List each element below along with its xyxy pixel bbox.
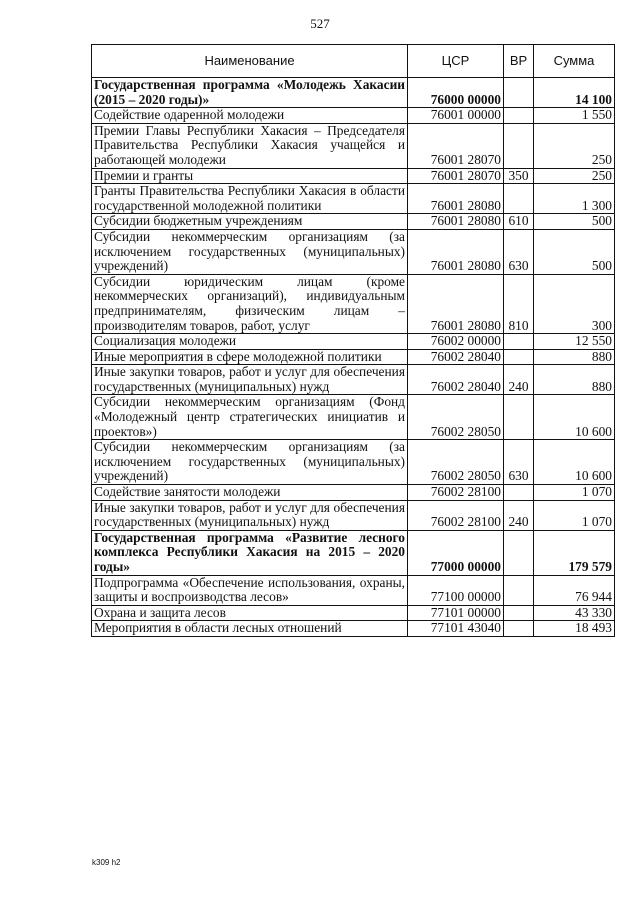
table-row: [92, 78, 615, 108]
cell-vr: [504, 184, 534, 214]
cell-name: Государственная программа «Молодежь Хакасии (2015 – 2020 годы)»: [92, 78, 408, 108]
cell-name: Государственная программа «Развитие лесного комплекса Республики Хакасия на 2015 – 2020 годы»: [92, 530, 408, 575]
cell-name: Премии Главы Республики Хакасия – Председателя Правительства Республики Хакасия учащейся и работающей молодежи: [92, 123, 408, 168]
cell-csr: 76001 28080: [408, 184, 504, 214]
cell-sum: 500: [534, 229, 615, 274]
cell-sum: 10 600: [534, 440, 615, 485]
cell-vr: 810: [504, 274, 534, 333]
cell-csr: 76002 28100: [408, 485, 504, 501]
cell-csr: 76002 28040: [408, 349, 504, 365]
cell-sum: 1 550: [534, 108, 615, 124]
cell-name: Субсидии некоммерческим организациям (за исключением государственных (муниципальных) учреждений): [92, 440, 408, 485]
cell-sum: 14 100: [534, 78, 615, 108]
cell-csr: 76002 28100: [408, 500, 504, 530]
cell-csr: 76000 00000: [408, 78, 504, 108]
cell-csr: 76001 28080: [408, 229, 504, 274]
cell-name: Мероприятия в области лесных отношений: [92, 621, 408, 637]
table-row: [92, 123, 615, 168]
cell-csr: 76001 28070: [408, 168, 504, 184]
table-row: [92, 621, 615, 637]
cell-sum: 250: [534, 123, 615, 168]
cell-vr: [504, 530, 534, 575]
table-row: [92, 349, 615, 365]
cell-vr: [504, 334, 534, 350]
cell-sum: 179 579: [534, 530, 615, 575]
cell-csr: 77000 00000: [408, 530, 504, 575]
cell-name: Иные закупки товаров, работ и услуг для обеспечения государственных (муниципальных) нужд: [92, 365, 408, 395]
header-name: Наименование: [92, 45, 408, 78]
cell-name: Подпрограмма «Обеспечение использования, охраны, защиты и воспроизводства лесов»: [92, 575, 408, 605]
cell-vr: 240: [504, 365, 534, 395]
cell-sum: 880: [534, 349, 615, 365]
cell-name: Охрана и защита лесов: [92, 605, 408, 621]
cell-vr: 630: [504, 440, 534, 485]
table-row: [92, 395, 615, 440]
cell-csr: 76002 28050: [408, 440, 504, 485]
table-body: [92, 78, 615, 637]
header-sum: Сумма: [534, 45, 615, 78]
cell-vr: [504, 108, 534, 124]
cell-csr: 77101 00000: [408, 605, 504, 621]
cell-name: Премии и гранты: [92, 168, 408, 184]
cell-vr: [504, 78, 534, 108]
cell-sum: 1 070: [534, 485, 615, 501]
cell-vr: [504, 621, 534, 637]
cell-csr: 76002 28050: [408, 395, 504, 440]
cell-csr: 77100 00000: [408, 575, 504, 605]
header-csr: ЦСР: [408, 45, 504, 78]
table-row: [92, 274, 615, 333]
cell-vr: [504, 605, 534, 621]
cell-csr: 76002 00000: [408, 334, 504, 350]
cell-name: Субсидии некоммерческим организациям (за исключением государственных (муниципальных) учреждений): [92, 229, 408, 274]
cell-sum: 880: [534, 365, 615, 395]
cell-name: Субсидии некоммерческим организациям (Фонд «Молодежный центр стратегических инициатив и проектов»): [92, 395, 408, 440]
table-row: [92, 334, 615, 350]
footer-code: k309 h2: [92, 858, 121, 867]
table-row: [92, 108, 615, 124]
table-row: [92, 365, 615, 395]
cell-sum: 18 493: [534, 621, 615, 637]
cell-csr: 76001 00000: [408, 108, 504, 124]
cell-csr: 76002 28040: [408, 365, 504, 395]
cell-sum: 43 330: [534, 605, 615, 621]
cell-vr: [504, 123, 534, 168]
table-row: [92, 229, 615, 274]
cell-sum: 1 300: [534, 184, 615, 214]
cell-csr: 77101 43040: [408, 621, 504, 637]
table-row: [92, 500, 615, 530]
cell-sum: 10 600: [534, 395, 615, 440]
cell-vr: 240: [504, 500, 534, 530]
table-row: [92, 605, 615, 621]
cell-csr: 76001 28080: [408, 274, 504, 333]
table-row: [92, 214, 615, 230]
cell-vr: [504, 485, 534, 501]
cell-vr: 630: [504, 229, 534, 274]
table-row: [92, 575, 615, 605]
cell-name: Иные закупки товаров, работ и услуг для обеспечения государственных (муниципальных) нужд: [92, 500, 408, 530]
cell-sum: 250: [534, 168, 615, 184]
cell-sum: 76 944: [534, 575, 615, 605]
cell-csr: 76001 28070: [408, 123, 504, 168]
cell-name: Иные мероприятия в сфере молодежной политики: [92, 349, 408, 365]
cell-csr: 76001 28080: [408, 214, 504, 230]
cell-sum: 12 550: [534, 334, 615, 350]
page-number: 527: [310, 16, 330, 31]
table-row: [92, 485, 615, 501]
table-row: [92, 168, 615, 184]
cell-sum: 500: [534, 214, 615, 230]
cell-name: Содействие занятости молодежи: [92, 485, 408, 501]
cell-name: Субсидии бюджетным учреждениям: [92, 214, 408, 230]
cell-vr: 610: [504, 214, 534, 230]
table-row: [92, 530, 615, 575]
header-vr: ВР: [504, 45, 534, 78]
cell-vr: [504, 395, 534, 440]
cell-sum: 300: [534, 274, 615, 333]
cell-name: Гранты Правительства Республики Хакасия в области государственной молодежной политики: [92, 184, 408, 214]
table-row: [92, 184, 615, 214]
table-row: [92, 440, 615, 485]
cell-sum: 1 070: [534, 500, 615, 530]
cell-name: Субсидии юридическим лицам (кроме некоммерческих организаций), индивидуальным предпринимателям, физическим лицам – производителям товаров, работ, услуг: [92, 274, 408, 333]
table-header-row: [92, 45, 615, 78]
cell-vr: [504, 349, 534, 365]
cell-name: Социализация молодежи: [92, 334, 408, 350]
cell-name: Содействие одаренной молодежи: [92, 108, 408, 124]
budget-table: [91, 44, 615, 637]
cell-vr: 350: [504, 168, 534, 184]
cell-vr: [504, 575, 534, 605]
